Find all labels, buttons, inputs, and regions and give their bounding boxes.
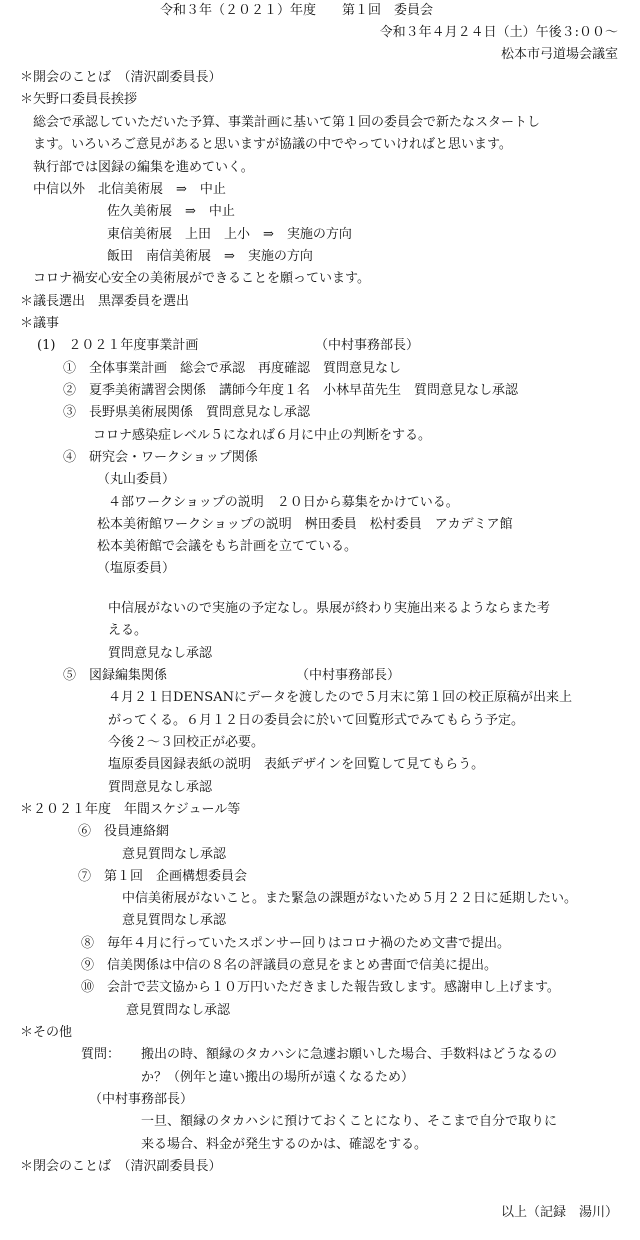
schedule-note: 意見質問なし承認: [126, 1003, 231, 1018]
schedule-heading: ＊２０２１年度 年間スケジュール等: [20, 802, 241, 817]
agenda-note: 質問意見なし承認: [108, 646, 213, 661]
record-footer: 以上（記録 湯川）: [500, 1205, 618, 1220]
answer-presenter: （中村事務部長）: [89, 1092, 194, 1107]
agenda-presenter: （中村事務部長）: [315, 338, 420, 353]
schedule-item: ⑦ 第１回 企画構想委員会: [78, 869, 248, 884]
agenda-subitem: ④ 研究会・ワークショップ関係: [63, 450, 258, 465]
question-text: 搬出の時、額縁のタカハシに急遽お願いした場合、手数料はどうなるの: [141, 1047, 558, 1062]
schedule-note: 意見質問なし承認: [122, 847, 227, 862]
schedule-item: ⑧ 毎年４月に行っていたスポンサー回りはコロナ禍のため文書で提出。: [81, 936, 511, 951]
agenda-note: える。: [108, 623, 148, 638]
schedule-item: ⑥ 役員連絡網: [78, 824, 170, 839]
document-title: 令和３年（２０２１）年度 第１回 委員会: [160, 3, 434, 18]
greeting-line: ます。いろいろご意見があると思いますが協議の中でやっていければと思います。: [33, 137, 512, 152]
greeting-line: 執行部では図録の編集を進めていく。: [33, 160, 254, 175]
question-text: か？（例年と違い搬出の場所が遠くなるため）: [141, 1070, 415, 1085]
greeting-line: コロナ禍安心安全の美術展ができることを願っています。: [33, 271, 370, 286]
answer-text: 一旦、額縁のタカハシに預けておくことになり、そこまで自分で取りに: [141, 1114, 558, 1129]
agenda-presenter: （丸山委員）: [97, 472, 176, 487]
agenda-note: ４部ワークショップの説明 ２０日から募集をかけている。: [108, 495, 459, 510]
agenda-note: 質問意見なし承認: [108, 780, 213, 795]
chair-election: ＊議長選出 黒澤委員を選出: [20, 294, 190, 309]
agenda-subitem: ⑤ 図録編集関係: [63, 668, 168, 683]
schedule-item: ⑨ 信美関係は中信の８名の評議員の意見をまとめ書面で信美に提出。: [81, 958, 498, 973]
agenda-item: (1) ２０２１年度事業計画: [37, 338, 199, 353]
agenda-note: 松本美術館ワークショップの説明 桝田委員 松村委員 アカデミア館: [97, 517, 513, 532]
schedule-note: 中信美術展がないこと。また緊急の課題がないため５月２２日に延期したい。: [122, 891, 578, 906]
meeting-location: 松本市弓道場会議室: [500, 47, 618, 62]
greeting-line: 佐久美術展 ⇒ 中止: [107, 204, 235, 219]
greeting-line: 東信美術展 上田 上小 ⇒ 実施の方向: [107, 227, 352, 242]
greeting-line: 総会で承認していただいた予算、事業計画に基いて第１回の委員会で新たなスタートし: [33, 115, 541, 130]
agenda-presenter: （中村事務部長）: [296, 668, 401, 683]
opening-remarks: ＊開会のことば （清沢副委員長）: [20, 70, 222, 85]
greeting-heading: ＊矢野口委員長挨拶: [20, 92, 138, 107]
greeting-line: 中信以外 北信美術展 ⇒ 中止: [33, 182, 226, 197]
schedule-item: ⑩ 会計で芸文協から１０万円いただきました報告致します。感謝申し上げます。: [81, 980, 560, 995]
agenda-subitem: ③ 長野県美術展関係 質問意見なし承認: [63, 405, 311, 420]
agenda-heading: ＊議事: [20, 316, 60, 331]
agenda-note: コロナ感染症レベル５になれば６月に中止の判断をする。: [93, 428, 432, 443]
meeting-date: 令和３年４月２４日（土）午後３:００～: [379, 25, 618, 40]
agenda-note: 塩原委員図録表紙の説明 表紙デザインを回覧して見てもらう。: [108, 757, 485, 772]
answer-text: 来る場合、料金が発生するのかは、確認をする。: [141, 1137, 428, 1152]
schedule-note: 意見質問なし承認: [122, 913, 227, 928]
agenda-note: ４月２１日DENSANにデータを渡したので５月末に第１回の校正原稿が出来上: [108, 690, 572, 705]
agenda-presenter: （塩原委員）: [97, 561, 176, 576]
agenda-note: 今後２～３回校正が必要。: [108, 735, 265, 750]
agenda-subitem: ① 全体事業計画 総会で承認 再度確認 質問意見なし: [63, 361, 402, 376]
agenda-note: 松本美術館で会議をもち計画を立てている。: [97, 539, 358, 554]
other-heading: ＊その他: [20, 1025, 73, 1040]
greeting-line: 飯田 南信美術展 ⇒ 実施の方向: [107, 249, 313, 264]
agenda-subitem: ② 夏季美術講習会関係 講師今年度１名 小林早苗先生 質問意見なし承認: [63, 383, 519, 398]
question-label: 質問：: [81, 1047, 121, 1062]
agenda-note: がってくる。６月１２日の委員会に於いて回覧形式でみてもらう予定。: [108, 713, 525, 728]
agenda-note: 中信展がないので実施の予定なし。県展が終わり実施出来るようならまた考: [108, 601, 551, 616]
closing-remarks: ＊閉会のことば （清沢副委員長）: [20, 1159, 222, 1174]
